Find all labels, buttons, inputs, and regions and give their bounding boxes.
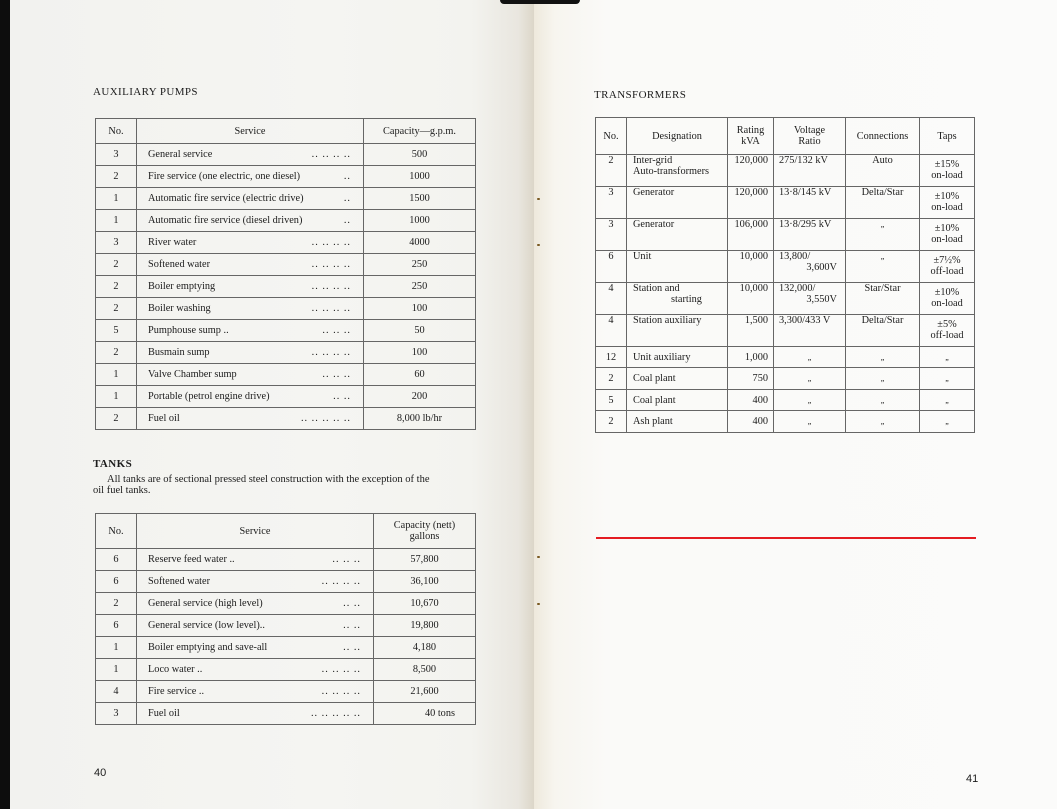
red-divider-rule [596, 537, 976, 539]
leader-dots: .. .. [333, 391, 351, 402]
designation-line1: Generator [633, 219, 675, 230]
transformers-table [595, 117, 975, 433]
cell-capacity: 4,180 [374, 637, 476, 659]
table-row [96, 210, 476, 232]
cell-rating: 400 [728, 411, 774, 432]
service-label: Pumphouse sump .. [148, 325, 229, 336]
cell-voltage-ratio [774, 368, 846, 389]
cell-voltage-ratio [774, 283, 846, 315]
voltage-line1: 13·8/145 kV [779, 187, 832, 198]
designation-line2: starting [671, 294, 702, 305]
header-service: Service [137, 514, 374, 549]
leader-dots: .. .. .. .. [311, 303, 351, 314]
service-label: Portable (petrol engine drive) [148, 391, 270, 402]
cell-capacity: 1000 [364, 210, 476, 232]
cell-capacity: 21,600 [374, 681, 476, 703]
cell-designation [627, 315, 728, 347]
cell-designation [627, 251, 728, 283]
cell-capacity: 8,500 [374, 659, 476, 681]
table-row [96, 659, 476, 681]
cell-service [137, 144, 364, 166]
taps-line1: ±7½% [933, 255, 961, 266]
service-label: Boiler washing [148, 303, 211, 314]
cell-no: 12 [596, 347, 627, 368]
taps-line1: ±10% [934, 287, 960, 298]
transformers-title: TRANSFORMERS [594, 89, 687, 101]
cell-no: 2 [96, 408, 137, 430]
leader-dots: .. .. .. [332, 554, 361, 565]
header-capacity: Capacity (nett) gallons [374, 514, 476, 549]
table-row [96, 637, 476, 659]
leader-dots: .. .. [343, 620, 361, 631]
cell-no: 3 [596, 219, 627, 251]
designation-line2: Auto-transformers [633, 166, 710, 177]
cell-service [137, 254, 364, 276]
table-row [96, 681, 476, 703]
service-label: Automatic fire service (electric drive) [148, 193, 304, 204]
designation-line1: Inter-grid [633, 155, 673, 166]
cell-connections: „ [846, 368, 920, 389]
cell-service [137, 364, 364, 386]
table-row [96, 386, 476, 408]
voltage-line1: 275/132 kV [779, 155, 828, 166]
cell-designation [627, 155, 728, 187]
table-row [596, 155, 975, 187]
cell-no: 2 [596, 368, 627, 389]
cell-service [137, 571, 374, 593]
cell-taps [920, 187, 975, 219]
cell-capacity: 100 [364, 298, 476, 320]
cell-no: 4 [96, 681, 137, 703]
leader-dots: .. [343, 193, 351, 204]
table-row [596, 347, 975, 368]
designation-line1: Coal plant [633, 394, 676, 406]
header-designation: Designation [627, 118, 728, 155]
header-no: No. [96, 119, 137, 144]
cell-connections: Star/Star [846, 283, 920, 315]
taps-line2: on-load [931, 234, 963, 245]
taps-line2: on-load [931, 298, 963, 309]
cell-service [137, 166, 364, 188]
taps-line2: off-load [930, 330, 964, 341]
cell-connections: „ [846, 251, 920, 283]
staple-mark [537, 556, 540, 558]
cell-service [137, 659, 374, 681]
cell-capacity: 50 [364, 320, 476, 342]
cell-capacity: 250 [364, 254, 476, 276]
voltage-line2: 3,550V [806, 294, 837, 305]
cell-rating: 1,500 [728, 315, 774, 347]
leader-dots: .. .. .. .. [311, 237, 351, 248]
service-label: Fuel oil [148, 413, 180, 424]
table-row [96, 342, 476, 364]
tanks-title: TANKS [93, 458, 133, 470]
designation-line1: Generator [633, 187, 675, 198]
cell-taps [920, 155, 975, 187]
service-label: Busmain sump [148, 347, 210, 358]
table-row [96, 320, 476, 342]
cell-capacity: 36,100 [374, 571, 476, 593]
cell-no: 3 [96, 703, 137, 725]
cell-designation [627, 347, 728, 368]
cell-taps [920, 283, 975, 315]
header-taps: Taps [920, 118, 975, 155]
table-row [96, 593, 476, 615]
table-row [96, 298, 476, 320]
voltage-line1: „ [807, 353, 812, 362]
cell-taps [920, 368, 975, 389]
cell-voltage-ratio [774, 155, 846, 187]
cell-voltage-ratio [774, 251, 846, 283]
voltage-line1: 13·8/295 kV [779, 219, 832, 230]
leader-dots: .. .. .. .. [311, 281, 351, 292]
cell-rating: 400 [728, 389, 774, 410]
table-row [596, 283, 975, 315]
header-rating: Rating kVA [728, 118, 774, 155]
leader-dots: .. .. .. .. [321, 576, 361, 587]
cell-no: 2 [96, 593, 137, 615]
auxiliary-pumps-table [95, 118, 476, 430]
cell-no: 4 [596, 315, 627, 347]
header-voltage-ratio: Voltage Ratio [774, 118, 846, 155]
leader-dots: .. .. .. [322, 369, 351, 380]
cell-connections: „ [846, 219, 920, 251]
header-capacity: Capacity—g.p.m. [364, 119, 476, 144]
cell-voltage-ratio [774, 219, 846, 251]
cell-service [137, 232, 364, 254]
auxiliary-pumps-title: AUXILIARY PUMPS [93, 86, 198, 98]
cell-no: 1 [96, 659, 137, 681]
table-row [96, 571, 476, 593]
table-row [596, 411, 975, 432]
voltage-line1: 132,000/ [779, 283, 816, 294]
cell-service [137, 298, 364, 320]
cell-no: 3 [96, 144, 137, 166]
cell-rating: 750 [728, 368, 774, 389]
taps-line1: ±10% [934, 223, 960, 234]
table-row [96, 144, 476, 166]
taps-line1: „ [945, 417, 949, 427]
cell-voltage-ratio [774, 347, 846, 368]
leader-dots: .. [343, 215, 351, 226]
cell-rating: 120,000 [728, 155, 774, 187]
cell-no: 1 [96, 364, 137, 386]
designation-line1: Station auxiliary [633, 315, 702, 326]
taps-line2: off-load [930, 266, 964, 277]
page-number-right: 41 [966, 773, 979, 785]
tanks-description-line1: All tanks are of sectional pressed steel construction with the exception of the [107, 474, 430, 485]
voltage-line1: 13,800/ [779, 251, 811, 262]
cell-service [137, 408, 364, 430]
voltage-line1: „ [807, 417, 812, 427]
leader-dots: .. .. .. [322, 325, 351, 336]
cell-capacity: 40 tons [374, 703, 476, 725]
taps-line1: ±10% [934, 191, 960, 202]
cell-no: 3 [96, 232, 137, 254]
cell-capacity: 10,670 [374, 593, 476, 615]
cell-service [137, 276, 364, 298]
cell-capacity: 200 [364, 386, 476, 408]
cell-designation [627, 187, 728, 219]
cell-voltage-ratio [774, 389, 846, 410]
cell-rating: 1,000 [728, 347, 774, 368]
table-header-row [96, 514, 476, 549]
designation-line1: Unit auxiliary [633, 352, 691, 363]
table-row [596, 389, 975, 410]
cell-rating: 10,000 [728, 283, 774, 315]
cell-voltage-ratio [774, 411, 846, 432]
cell-connections: Delta/Star [846, 187, 920, 219]
leader-dots: .. [343, 171, 351, 182]
cell-rating: 106,000 [728, 219, 774, 251]
service-label: Valve Chamber sump [148, 369, 237, 380]
cell-no: 1 [96, 386, 137, 408]
service-label: Automatic fire service (diesel driven) [148, 215, 303, 226]
table-row [96, 549, 476, 571]
service-label: Fire service .. [148, 686, 205, 697]
leader-dots: .. .. .. .. [321, 664, 361, 675]
cell-no: 2 [596, 411, 627, 432]
cell-connections: „ [846, 347, 920, 368]
table-row [96, 703, 476, 725]
service-label: Boiler emptying and save-all [148, 642, 268, 653]
cell-capacity: 100 [364, 342, 476, 364]
cell-no: 6 [96, 615, 137, 637]
table-row [96, 408, 476, 430]
table-row [596, 368, 975, 389]
voltage-line1: „ [807, 395, 812, 405]
cell-connections: Auto [846, 155, 920, 187]
service-label: Softened water [148, 576, 211, 587]
cell-no: 2 [596, 155, 627, 187]
cell-no: 4 [596, 283, 627, 315]
tanks-description-line2: oil fuel tanks. [93, 485, 151, 496]
cell-no: 5 [596, 389, 627, 410]
cell-service [137, 386, 364, 408]
cell-no: 2 [96, 254, 137, 276]
taps-line1: ±5% [937, 319, 957, 330]
cell-service [137, 615, 374, 637]
taps-line1: „ [945, 353, 949, 362]
cell-service [137, 188, 364, 210]
leader-dots: .. .. .. .. [311, 149, 351, 160]
cell-no: 6 [96, 549, 137, 571]
cell-designation [627, 389, 728, 410]
service-label: Reserve feed water .. [148, 554, 235, 565]
staple-mark [537, 244, 540, 246]
taps-line2: on-load [931, 202, 963, 213]
cell-service [137, 210, 364, 232]
cell-rating: 10,000 [728, 251, 774, 283]
cell-service [137, 637, 374, 659]
leader-dots: .. .. [343, 642, 361, 653]
cell-connections: „ [846, 389, 920, 410]
cell-service [137, 681, 374, 703]
cell-service [137, 593, 374, 615]
staple-mark [537, 603, 540, 605]
leader-dots: .. .. .. .. [311, 259, 351, 270]
cell-capacity: 8,000 lb/hr [364, 408, 476, 430]
table-row [596, 219, 975, 251]
header-connections: Connections [846, 118, 920, 155]
service-label: Fire service (one electric, one diesel) [148, 171, 301, 182]
spine-shadow [500, 0, 580, 4]
voltage-line1: „ [807, 374, 812, 384]
cell-no: 3 [596, 187, 627, 219]
cell-no: 2 [96, 166, 137, 188]
header-no: No. [96, 514, 137, 549]
cell-no: 2 [96, 276, 137, 298]
cell-no: 1 [96, 188, 137, 210]
table-row [96, 276, 476, 298]
cell-taps [920, 251, 975, 283]
cell-service [137, 320, 364, 342]
designation-line1: Unit [633, 251, 652, 262]
table-row [96, 188, 476, 210]
service-label: General service (high level) [148, 598, 263, 609]
service-label: General service (low level).. [148, 620, 265, 631]
service-label: Fuel oil [148, 708, 180, 719]
service-label: Softened water [148, 259, 211, 270]
table-header-row [596, 118, 975, 155]
page-number-left: 40 [94, 767, 107, 779]
cell-capacity: 1000 [364, 166, 476, 188]
cell-designation [627, 368, 728, 389]
cell-capacity: 1500 [364, 188, 476, 210]
designation-line1: Ash plant [633, 416, 673, 428]
cell-capacity: 57,800 [374, 549, 476, 571]
leader-dots: .. .. .. .. .. [300, 413, 351, 424]
service-label: General service [148, 149, 213, 160]
taps-line1: „ [945, 374, 949, 384]
cell-capacity: 4000 [364, 232, 476, 254]
service-label: Boiler emptying [148, 281, 216, 292]
cell-rating: 120,000 [728, 187, 774, 219]
leader-dots: .. .. [343, 598, 361, 609]
table-row [596, 187, 975, 219]
cell-designation [627, 219, 728, 251]
table-row [96, 615, 476, 637]
table-header-row [96, 119, 476, 144]
cell-no: 6 [96, 571, 137, 593]
leader-dots: .. .. .. .. [311, 347, 351, 358]
cell-capacity: 60 [364, 364, 476, 386]
service-label: River water [148, 237, 197, 248]
designation-line1: Station and [633, 283, 680, 294]
leader-dots: .. .. .. .. [321, 686, 361, 697]
cell-no: 2 [96, 342, 137, 364]
cell-no: 1 [96, 637, 137, 659]
cell-no: 1 [96, 210, 137, 232]
cell-designation [627, 283, 728, 315]
taps-line2: on-load [931, 170, 963, 181]
cell-no: 2 [96, 298, 137, 320]
cell-taps [920, 347, 975, 368]
cell-connections: „ [846, 411, 920, 432]
table-row [596, 251, 975, 283]
table-row [96, 232, 476, 254]
cell-capacity: 250 [364, 276, 476, 298]
cell-voltage-ratio [774, 187, 846, 219]
cell-no: 5 [96, 320, 137, 342]
taps-line1: „ [945, 395, 949, 405]
cell-service [137, 342, 364, 364]
cell-connections: Delta/Star [846, 315, 920, 347]
cell-capacity: 500 [364, 144, 476, 166]
cell-taps [920, 411, 975, 432]
voltage-line2: 3,600V [806, 262, 837, 273]
staple-mark [537, 198, 540, 200]
table-row [96, 254, 476, 276]
header-service: Service [137, 119, 364, 144]
cell-voltage-ratio [774, 315, 846, 347]
designation-line1: Coal plant [633, 373, 676, 385]
header-no: No. [596, 118, 627, 155]
tanks-table [95, 513, 476, 725]
cell-no: 6 [596, 251, 627, 283]
table-row [596, 315, 975, 347]
cell-service [137, 549, 374, 571]
taps-line1: ±15% [934, 159, 960, 170]
voltage-line1: 3,300/433 V [779, 315, 831, 326]
cell-service [137, 703, 374, 725]
cell-taps [920, 315, 975, 347]
cell-taps [920, 389, 975, 410]
table-row [96, 166, 476, 188]
cell-capacity: 19,800 [374, 615, 476, 637]
leader-dots: .. .. .. .. .. [310, 708, 361, 719]
cell-designation [627, 411, 728, 432]
table-row [96, 364, 476, 386]
service-label: Loco water .. [148, 664, 203, 675]
cell-taps [920, 219, 975, 251]
